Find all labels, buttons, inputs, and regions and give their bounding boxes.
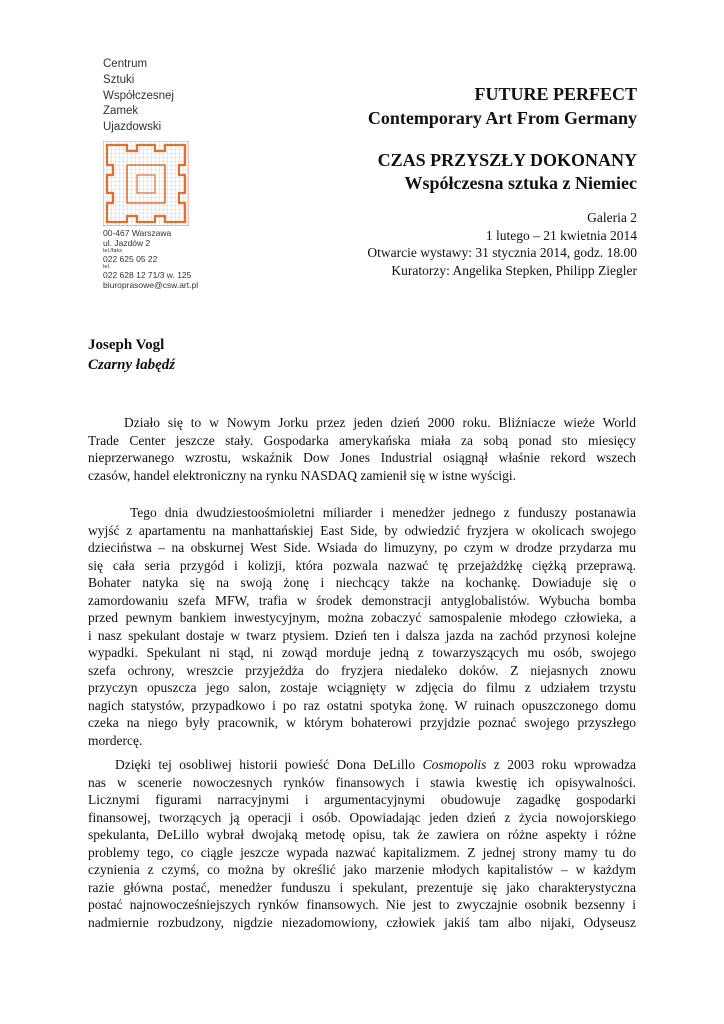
text-line: nieprzerwanego wzrostu, wskaźnik Dow Jones Industrial osiągnął właśnie rekord wszech — [88, 450, 636, 465]
paragraph-1 — [88, 414, 636, 484]
text-line: wypadki. Spekulant ni stąd, ni zowąd morduje jedną z towarzyszących mu osób, swojego — [88, 645, 636, 660]
telfax-number: 022 625 05 22 — [103, 254, 158, 264]
text-line: czynienia z czymś, co można by określić jako marzenie młodych kapitalistów – w każdym — [88, 862, 636, 877]
text-line: nagich statystów, przypadkowo i po raz ostatni spotyka żonę. W ruinach opuszczonego domu — [88, 697, 636, 713]
novel-title: Cosmopolis — [422, 757, 487, 772]
text-line: się cała seria przygód i kolizji, która pozwala nazwać tę przejażdżkę ciężką przeprawą. — [88, 557, 636, 573]
email[interactable]: biuroprasowe@csw.art.pl — [103, 280, 199, 290]
street: ul. Jazdów 2 — [103, 238, 151, 248]
text-line: finansowej, tworzących ją operacji i osób. Opowiadając jeden dzień z życia nowojorskiego — [88, 809, 636, 825]
text-line: zamordowaniu szefa MFW, trafia w środek demonstracji antyglobalistów. Wybucha bomba — [88, 592, 636, 608]
text-line: problemy tego, co ciągle jeszcze wypada nazwać kapitalizmem. Z jednej strony mamy tu do — [88, 844, 636, 860]
institution-name-line: Zamek — [103, 105, 139, 118]
text-line: Tego dnia dwudziestoośmioletni miliarder i menedżer jednego z funduszy postanawia — [130, 505, 636, 520]
text-line: przyczyn opuszcza jego salon, zostaje wciągnięty w zdjęcia do filmu z udziałem trzystu — [88, 680, 636, 695]
text-line: szefa ochrony, wreszcie przyjeżdża do fryzjera niedaleko doków. Z niejasnych znowu — [88, 662, 636, 678]
paragraph-3 — [88, 756, 636, 931]
institution-name-line: Współczesnej — [103, 89, 174, 102]
curators: Kuratorzy: Angelika Stepken, Philipp Ziegler — [391, 262, 637, 278]
opening: Otwarcie wystawy: 31 stycznia 2014, godz. 18.00 — [367, 245, 637, 260]
text-line: czasów, handel elektroniczny na rynku NASDAQ zamienił się w istne wyścigi. — [88, 467, 517, 483]
tel-label: tel. — [103, 264, 111, 270]
text-line: wyjść z apartamentu na manhattańskiej East Side, by odwiedzić fryzjera w okolicach swojego — [88, 522, 636, 538]
text-segment: Dzięki tej osobliwej historii powieść Dona DeLillo — [115, 757, 423, 772]
title-polish: CZAS PRZYSZŁY DOKONANY — [377, 150, 637, 170]
institution-name-line: Ujazdowski — [103, 121, 162, 134]
text-line: mordercę. — [88, 732, 143, 748]
text-line: dzieciństwa – na obskurnej West Side. Wsiada do limuzyny, po czym w drodze przydarza mu — [88, 540, 636, 555]
text-line: postać najnowocześniejszych rynków finansowych. Nie jest to zwyczajnie osobnik bezsenny i — [88, 897, 636, 912]
text-line: razie główna postać, menedżer funduszu i spekulant, prezentuje się jako charakterystyczna — [88, 879, 636, 895]
telfax-label: tel./faks — [103, 248, 122, 254]
text-line: nas w scenerie nowoczesnych rynków finansowych i stawia kwestię ich opisywalności. — [88, 774, 636, 790]
institution-name-line: Centrum — [103, 58, 148, 70]
subtitle-polish: Współczesna sztuka z Niemiec — [404, 173, 637, 193]
institution-name-line: Sztuki — [103, 73, 135, 86]
title-english: FUTURE PERFECT — [474, 84, 637, 104]
exhibition-info — [367, 209, 637, 279]
text-line: i nasz spekulant dostaje w twarz ptysiem. Dzień ten i dalsza jazda na zachód przynosi kolejne — [88, 627, 636, 643]
article-author: Joseph Vogl — [88, 337, 165, 353]
castle-logo-icon — [103, 141, 189, 226]
postcode: 00-467 Warszawa — [103, 228, 172, 238]
text-line — [88, 756, 636, 774]
tel-number: 022 628 12 71/3 w. 125 — [103, 270, 192, 280]
dates: 1 lutego – 21 kwietnia 2014 — [485, 227, 637, 243]
paragraph-2 — [88, 504, 636, 749]
text-line: przed pewnym bankiem inwestycyjnym, można zobaczyć samospalenie młodego człowieka, a — [88, 610, 636, 625]
text-line: Licznymi figurami narracyjnymi i argumentacyjnymi obudowuje zagadkę gospodarki — [88, 792, 636, 807]
gallery: Galeria 2 — [587, 210, 637, 225]
text-line: czeka na niego były pracownik, w którym bohaterowi przyjdzie poznać swojego przyszłego — [88, 715, 636, 730]
article-title: Czarny łabędź — [88, 357, 176, 373]
institution-name — [103, 57, 174, 136]
text-line: Bohater natyka się na swoją żonę i niechcący także na kochankę. Dowiaduje się o — [88, 575, 636, 590]
text-line: Działo się to w Nowym Jorku przez jeden dzień 2000 roku. Bliźniacze wieże World — [124, 415, 636, 430]
contact-info — [103, 228, 198, 290]
text-line: nadmiernie rozbudzony, nigdzie niezadomowiony, człowiek jakiś tam albo nijaki, Odyseusz — [88, 914, 636, 930]
subtitle-english: Contemporary Art From Germany — [367, 108, 637, 128]
text-line: spekulanta, DeLillo wybrał dwojaką metodę opisu, tak że zawiera on różne aspekty i różne — [88, 827, 636, 842]
text-line: Trade Center jeszcze stały. Gospodarka amerykańska miała za sobą ponad sto miesięcy — [88, 432, 636, 448]
text-segment: z 2003 roku wprowadza — [486, 757, 636, 772]
